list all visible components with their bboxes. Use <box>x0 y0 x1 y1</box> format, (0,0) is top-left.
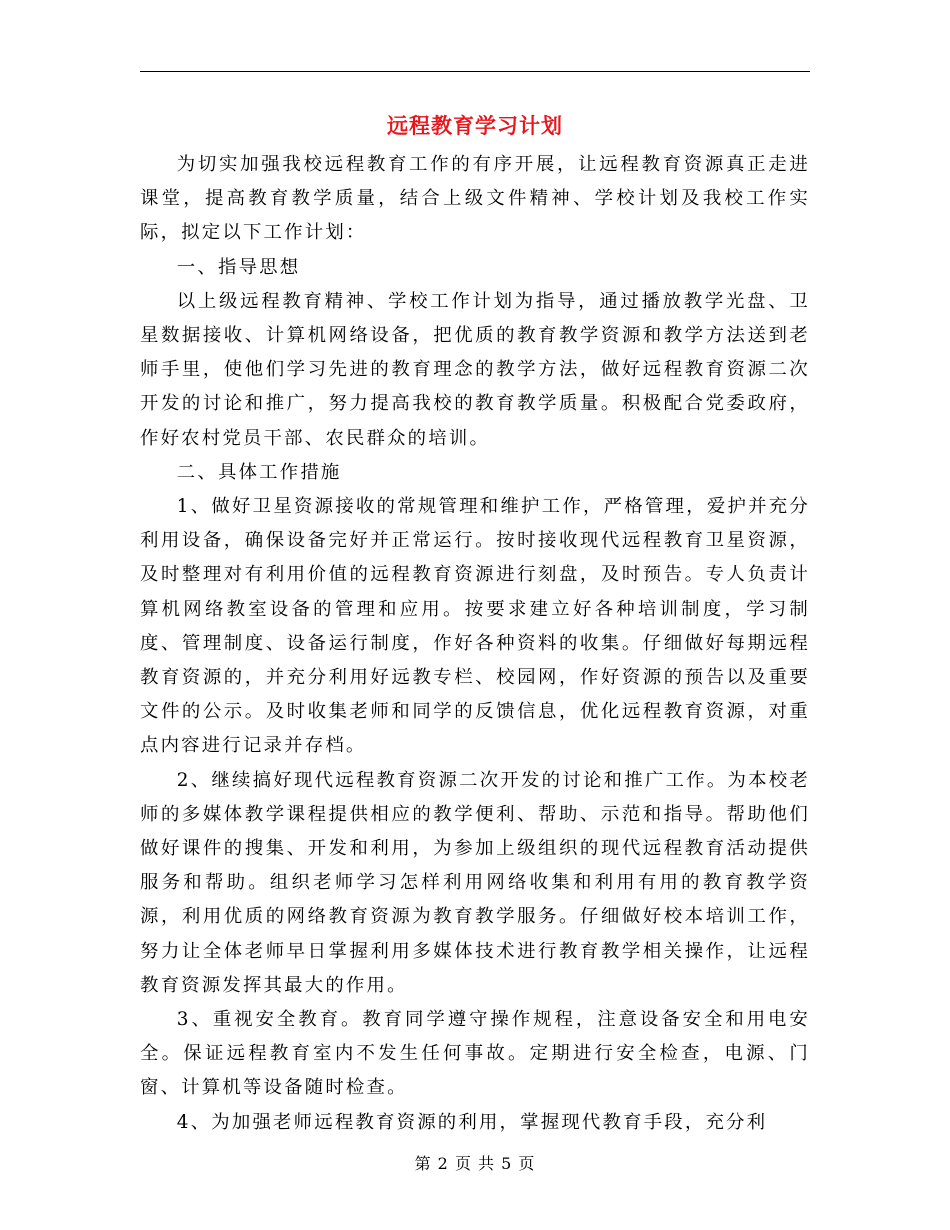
document-body <box>140 148 810 1140</box>
guiding-ideology-paragraph: 以上级远程教育精神、学校工作计划为指导，通过播放教学光盘、卫星数据接收、计算机网络设备，把优质的教育教学资源和教学方法送到老师手里，使他们学习先进的教育理念的教学方法，做好远程教育资源二次开发的讨论和推广，努力提高我校的教育教学质量。积极配合党委政府，作好农村党员干部、农民群众的培训。 <box>140 290 810 449</box>
measure-2-paragraph: 2、继续搞好现代远程教育资源二次开发的讨论和推广工作。为本校老师的多媒体教学课程提供相应的教学便利、帮助、示范和指导。帮助他们做好课件的搜集、开发和利用，为参加上级组织的现代远程教育活动提供服务和帮助。组织老师学习怎样利用网络收集和利用有用的教育教学资源，利用优质的网络教育资源为教育教学服务。仔细做好校本培训工作，努力让全体老师早日掌握利用多媒体技术进行教育教学相关操作，让远程教育资源发挥其最大的作用。 <box>140 769 810 996</box>
intro-paragraph: 为切实加强我校远程教育工作的有序开展，让远程教育资源真正走进课堂，提高教育教学质量，结合上级文件精神、学校计划及我校工作实际，拟定以下工作计划： <box>140 154 810 244</box>
measure-4-paragraph: 4、为加强老师远程教育资源的利用，掌握现代教育手段，充分利 <box>176 1111 768 1133</box>
measure-1-paragraph: 1、做好卫星资源接收的常规管理和维护工作，严格管理，爱护并充分利用设备，确保设备完好并正常运行。按时接收现代远程教育卫星资源，及时整理对有利用价值的远程教育资源进行刻盘，及时预告。专人负责计算机网络教室设备的管理和应用。按要求建立好各种培训制度，学习制度、管理制度、设备运行制度，作好各种资料的收集。仔细做好每期远程教育资源的，并充分利用好远教专栏、校园网，作好资源的预告以及重要文件的公示。及时收集老师和同学的反馈信息，优化远程教育资源，对重点内容进行记录并存档。 <box>140 496 810 757</box>
section-heading-measures: 二、具体工作措施 <box>176 461 342 483</box>
page-number-footer: 第 2 页 共 5 页 <box>414 1154 536 1173</box>
measure-3-paragraph: 3、重视安全教育。教育同学遵守操作规程，注意设备安全和用电安全。保证远程教育室内不发生任何事故。定期进行安全检查，电源、门窗、计算机等设备随时检查。 <box>140 1009 810 1099</box>
header-rule <box>140 71 810 72</box>
section-heading-guiding-ideology: 一、指导思想 <box>176 256 301 278</box>
document-title: 远程教育学习计划 <box>387 113 563 138</box>
